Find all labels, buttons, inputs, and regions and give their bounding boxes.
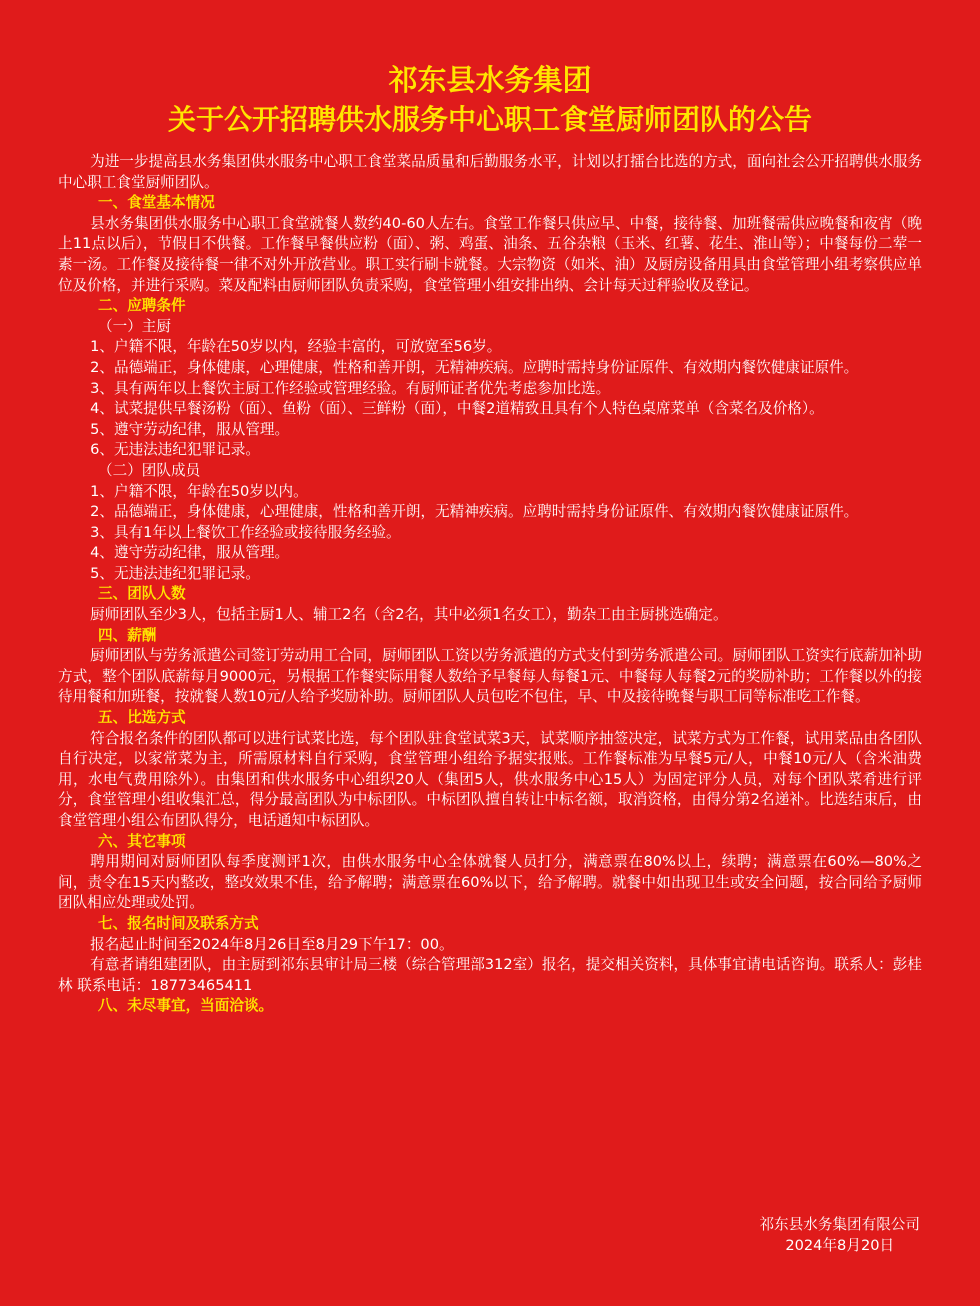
team-item: 4、遵守劳动纪律，服从管理。 [90, 544, 290, 562]
chef-item: 6、无违法违纪犯罪记录。 [90, 441, 260, 459]
team-item: 5、无违法违纪犯罪记录。 [90, 564, 260, 582]
section-text-4: 厨师团队与劳务派遣公司签订劳动用工合同，厨师团队工资以劳务派遣的方式支付到劳务派遣公司。厨师团队工资实行底薪加补助方式，整个团队底薪每月9000元，另根据工作餐实际用餐人数给予早餐每人每餐1元、中餐每人每餐2元的奖励补助；工作餐以外的接待用餐和加班餐，按就餐人数10元/人给予奖励补助。厨师团队人员包吃不包住，早、中及接待晚餐与职工同等标准吃工作餐。 [58, 647, 922, 706]
section-text-3: 厨师团队至少3人，包括主厨1人、辅工2名（含2名，其中必须1名女工），勤杂工由主厨挑选确定。 [90, 606, 728, 624]
chef-item: 2、品德端正，身体健康，心理健康，性格和善开朗，无精神疾病。应聘时需持身份证原件、有效期内餐饮健康证原件。 [90, 358, 859, 376]
chef-item: 1、户籍不限，年龄在50岁以内，经验丰富的，可放宽至56岁。 [90, 338, 502, 356]
page-subtitle: 关于公开招聘供水服务中心职工食堂厨师团队的公告 [167, 103, 812, 136]
team-item: 1、户籍不限，年龄在50岁以内。 [90, 482, 308, 500]
chef-item: 5、遵守劳动纪律，服从管理。 [90, 420, 290, 438]
team-subheading: （二）团队成员 [98, 461, 201, 479]
section-heading-1: 一、食堂基本情况 [98, 194, 215, 212]
page-title: 祁东县水务集团 [388, 63, 592, 97]
signature-block [759, 1214, 920, 1256]
section-text-1: 县水务集团供水服务中心职工食堂就餐人数约40-60人左右。食堂工作餐只供应早、中餐，接待餐、加班餐需供应晚餐和夜宵（晚上11点以后），节假日不供餐。工作餐早餐供应粉（面）、粥、鸡蛋、油条、五谷杂粮（玉米、红薯、花生、淮山等）；中餐每份二荤一素一汤。工作餐及接待餐一律不对外开放营业。职工实行刷卡就餐。大宗物资（如米、油）及厨房设备用具由食堂管理小组考察供应单位及价格，并进行采购。菜及配料由厨师团队负责采购，食堂管理小组安排出纳、会计每天过秤验收及登记。 [58, 214, 922, 294]
section-heading-2: 二、应聘条件 [98, 297, 186, 315]
notice-body [58, 152, 922, 1017]
intro-paragraph: 为进一步提高县水务集团供水服务中心职工食堂菜品质量和后勤服务水平，计划以打擂台比选的方式，面向社会公开招聘供水服务中心职工食堂厨师团队。 [58, 153, 922, 191]
section-heading-7: 七、报名时间及联系方式 [98, 914, 259, 932]
chef-subheading: （一）主厨 [98, 317, 171, 335]
team-item: 2、品德端正，身体健康，心理健康，性格和善开朗，无精神疾病。应聘时需持身份证原件、有效期内餐饮健康证原件。 [90, 503, 859, 521]
section-heading-3: 三、团队人数 [98, 585, 186, 603]
section-heading-4: 四、薪酬 [98, 626, 157, 644]
chef-item: 3、具有两年以上餐饮主厨工作经验或管理经验。有厨师证者优先考虑参加比选。 [90, 379, 611, 397]
section-text-6: 聘用期间对厨师团队每季度测评1次，由供水服务中心全体就餐人员打分，满意票在80%以上，续聘；满意票在60%—80%之间，责令在15天内整改，整改效果不佳，给予解聘；满意票在60%以下，给予解聘。就餐中如出现卫生或安全问题，按合同给予厨师团队相应处理或处罚。 [58, 853, 922, 912]
team-item: 3、具有1年以上餐饮工作经验或接待服务经验。 [90, 523, 401, 541]
section-heading-6: 六、其它事项 [98, 832, 186, 850]
section-heading-8: 八、未尽事宜，当面洽谈。 [98, 997, 274, 1015]
section-heading-5: 五、比选方式 [98, 709, 186, 727]
signature-date: 2024年8月20日 [785, 1237, 895, 1254]
title-block [0, 60, 980, 140]
chef-item: 4、试菜提供早餐汤粉（面）、鱼粉（面）、三鲜粉（面），中餐2道精致且具有个人特色桌席菜单（含菜名及价格）。 [90, 400, 824, 418]
signature-org: 祁东县水务集团有限公司 [759, 1216, 920, 1233]
contact-info: 有意者请组建团队，由主厨到祁东县审计局三楼（综合管理部312室）报名，提交相关资料，具体事宜请电话咨询。联系人：彭桂林 联系电话：18773465411 [58, 956, 922, 994]
registration-time: 报名起止时间至2024年8月26日至8月29下午17：00。 [90, 935, 454, 953]
section-text-5: 符合报名条件的团队都可以进行试菜比选，每个团队驻食堂试菜3天，试菜顺序抽签决定，试菜方式为工作餐，试用菜品由各团队自行决定，以家常菜为主，所需原材料自行采购，食堂管理小组给予据实报账。工作餐标准为早餐5元/人，中餐10元/人（含米油费用，水电气费用除外）。由集团和供水服务中心组织20人（集团5人，供水服务中心15人）为固定评分人员，对每个团队菜肴进行评分，食堂管理小组收集汇总，得分最高团队为中标团队。中标团队擅自转让中标名额，取消资格，由得分第2名递补。比选结束后，由食堂管理小组公布团队得分，电话通知中标团队。 [58, 729, 922, 829]
